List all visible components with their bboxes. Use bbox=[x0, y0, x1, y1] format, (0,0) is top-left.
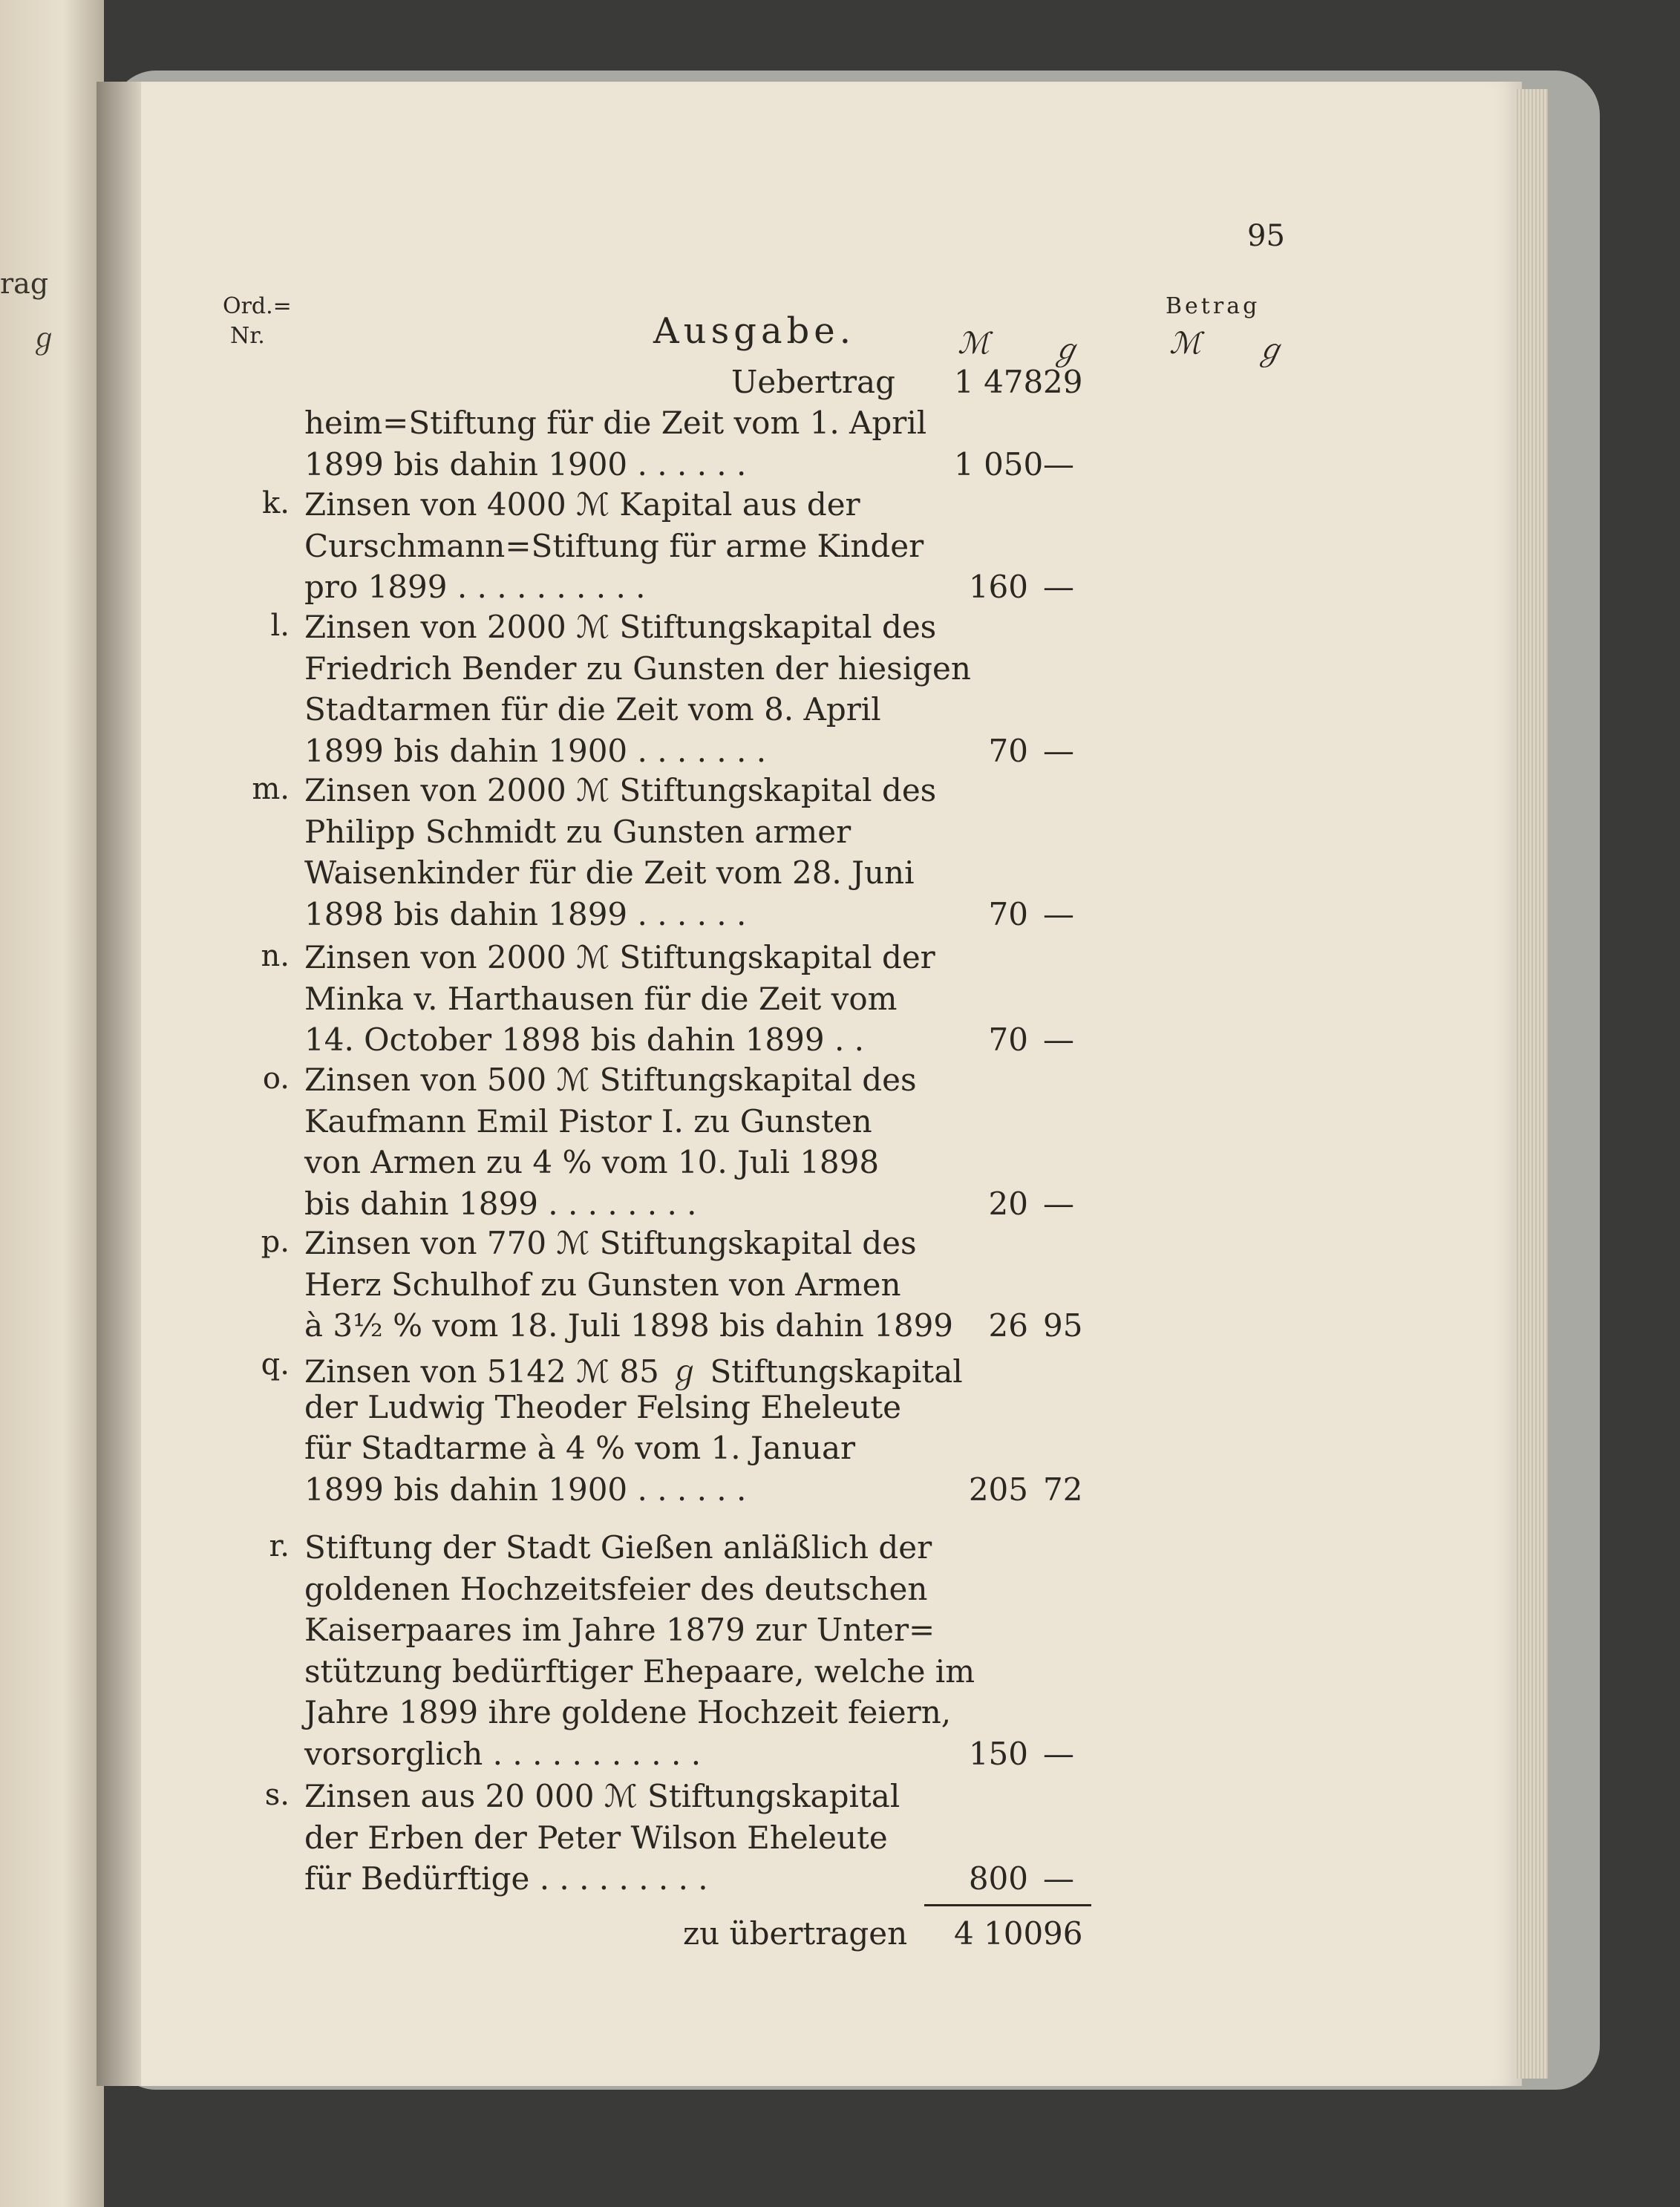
entry-mark-amount: 70 bbox=[988, 895, 1028, 932]
entry-letter: q. bbox=[261, 1347, 290, 1382]
entry-text-line: 1899 bis dahin 1900 . . . . . . . bbox=[304, 732, 767, 769]
entry-text-line: Stadtarmen für die Zeit vom 8. April bbox=[304, 691, 881, 728]
entry-text-line: à 3½ % vom 18. Juli 1898 bis dahin 1899 bbox=[304, 1307, 954, 1344]
entry-text-line: Zinsen von 2000 ℳ Stiftungskapital des bbox=[304, 772, 937, 808]
entry-text-line: Stiftung der Stadt Gießen anläßlich der bbox=[304, 1529, 932, 1566]
entry-text-line: Zinsen von 4000 ℳ Kapital aus der bbox=[304, 486, 860, 523]
entry-letter: n. bbox=[261, 939, 290, 973]
uebertrag-pf: 29 bbox=[1043, 364, 1083, 400]
sum-rule bbox=[924, 1904, 1091, 1906]
ord-nr-header-1: Ord.= bbox=[223, 293, 292, 319]
betrag-pfennig-header: ℊ bbox=[1255, 333, 1284, 367]
entry-text-line: vorsorglich . . . . . . . . . . . bbox=[304, 1735, 702, 1772]
entry-letter: o. bbox=[262, 1062, 290, 1096]
entry-mark-amount: 800 bbox=[968, 1860, 1028, 1897]
entry-text-line: Kaiserpaares im Jahre 1879 zur Unter= bbox=[304, 1612, 935, 1648]
entry-text-line: Kaufmann Emil Pistor I. zu Gunsten bbox=[304, 1102, 872, 1140]
carry-mark: 4 100 bbox=[954, 1915, 1044, 1952]
entry-pfennig-amount: 72 bbox=[1043, 1471, 1083, 1508]
entry-pfennig-amount: — bbox=[1043, 1185, 1074, 1222]
entry-text-line: stützung bedürftiger Ehepaare, welche im bbox=[304, 1652, 975, 1690]
entry-text-line: 14. October 1898 bis dahin 1899 . . bbox=[304, 1021, 864, 1058]
page-edge-stack bbox=[1514, 89, 1548, 2079]
entry-mark-amount: 150 bbox=[968, 1735, 1028, 1772]
entry-text-line: Curschmann=Stiftung für arme Kinder bbox=[304, 527, 924, 564]
entry-letter: l. bbox=[270, 609, 290, 643]
entry-mark-amount: 1 050 bbox=[954, 445, 1044, 483]
entry-pfennig-amount: — bbox=[1043, 569, 1074, 605]
entry-text-line: Jahre 1899 ihre goldene Hochzeit feiern, bbox=[304, 1694, 952, 1730]
entry-text-line: Philipp Schmidt zu Gunsten armer bbox=[304, 813, 852, 850]
entry-pfennig-amount: — bbox=[1043, 1860, 1074, 1897]
entry-text-line: Zinsen von 2000 ℳ Stiftungskapital der bbox=[304, 939, 935, 975]
ord-nr-header-2: Nr. bbox=[230, 323, 265, 349]
betrag-header: Betrag bbox=[1166, 293, 1261, 319]
uebertrag-label: Uebertrag bbox=[731, 364, 895, 400]
entry-text-line: der Ludwig Theoder Felsing Eheleute bbox=[304, 1388, 902, 1425]
entry-letter: s. bbox=[264, 1778, 290, 1812]
entry-mark-amount: 70 bbox=[988, 732, 1028, 769]
entry-text-line: bis dahin 1899 . . . . . . . . bbox=[304, 1185, 697, 1222]
left-page-fragment-1: rag bbox=[0, 267, 49, 300]
entry-pfennig-amount: 95 bbox=[1043, 1307, 1083, 1344]
entry-text-line: Zinsen von 770 ℳ Stiftungskapital des bbox=[304, 1225, 917, 1261]
entry-mark-amount: 26 bbox=[988, 1307, 1028, 1344]
page-number: 95 bbox=[1247, 219, 1285, 253]
entry-text-line: Zinsen von 5142 ℳ 85 ℊ Stiftungskapital bbox=[304, 1353, 963, 1390]
entry-letter: k. bbox=[262, 486, 290, 520]
carry-label: zu übertragen bbox=[683, 1915, 908, 1952]
entry-mark-amount: 20 bbox=[988, 1185, 1028, 1222]
entry-text-line: 1898 bis dahin 1899 . . . . . . bbox=[304, 895, 747, 932]
entry-pfennig-amount: — bbox=[1043, 732, 1074, 769]
entry-pfennig-amount: — bbox=[1043, 1021, 1074, 1058]
entry-text-line: für Bedürftige . . . . . . . . . bbox=[304, 1860, 708, 1897]
entry-text-line: 1899 bis dahin 1900 . . . . . . bbox=[304, 445, 747, 483]
entry-letter: m. bbox=[252, 772, 290, 806]
entry-text-line: heim=Stiftung für die Zeit vom 1. April bbox=[304, 405, 927, 441]
mark-column-header: ℳ bbox=[958, 327, 990, 361]
entry-text-line: Waisenkinder für die Zeit vom 28. Juni bbox=[304, 854, 915, 891]
entry-letter: r. bbox=[269, 1529, 290, 1563]
entry-text-line: 1899 bis dahin 1900 . . . . . . bbox=[304, 1471, 747, 1508]
entry-text-line: Herz Schulhof zu Gunsten von Armen bbox=[304, 1266, 901, 1303]
entry-text-line: für Stadtarme à 4 % vom 1. Januar bbox=[304, 1430, 856, 1466]
entry-text-line: Zinsen von 500 ℳ Stiftungskapital des bbox=[304, 1062, 917, 1098]
entry-mark-amount: 70 bbox=[988, 1021, 1028, 1058]
page-title: Ausgabe. bbox=[653, 310, 855, 352]
left-page-fragment-2: ℊ bbox=[30, 322, 59, 355]
entry-text-line: von Armen zu 4 % vom 10. Juli 1898 bbox=[304, 1144, 880, 1180]
entry-text-line: Minka v. Harthausen für die Zeit vom bbox=[304, 980, 898, 1017]
entry-mark-amount: 205 bbox=[968, 1471, 1028, 1508]
entry-letter: p. bbox=[261, 1225, 290, 1259]
betrag-mark-header: ℳ bbox=[1169, 327, 1201, 361]
entry-mark-amount: 160 bbox=[968, 569, 1028, 605]
carry-pf: 96 bbox=[1043, 1915, 1083, 1952]
pfennig-column-header: ℊ bbox=[1050, 333, 1080, 367]
entry-pfennig-amount: — bbox=[1043, 445, 1074, 483]
entry-text-line: Friedrich Bender zu Gunsten der hiesigen bbox=[304, 650, 971, 687]
gutter bbox=[97, 82, 141, 2086]
entry-pfennig-amount: — bbox=[1043, 1735, 1074, 1772]
entry-text-line: der Erben der Peter Wilson Eheleute bbox=[304, 1819, 888, 1856]
entry-text-line: pro 1899 . . . . . . . . . . bbox=[304, 569, 646, 605]
entry-text-line: goldenen Hochzeitsfeier des deutschen bbox=[304, 1570, 928, 1607]
entry-text-line: Zinsen von 2000 ℳ Stiftungskapital des bbox=[304, 609, 937, 645]
entry-text-line: Zinsen aus 20 000 ℳ Stiftungskapital bbox=[304, 1778, 901, 1814]
entry-pfennig-amount: — bbox=[1043, 895, 1074, 932]
uebertrag-mark: 1 478 bbox=[954, 364, 1044, 400]
